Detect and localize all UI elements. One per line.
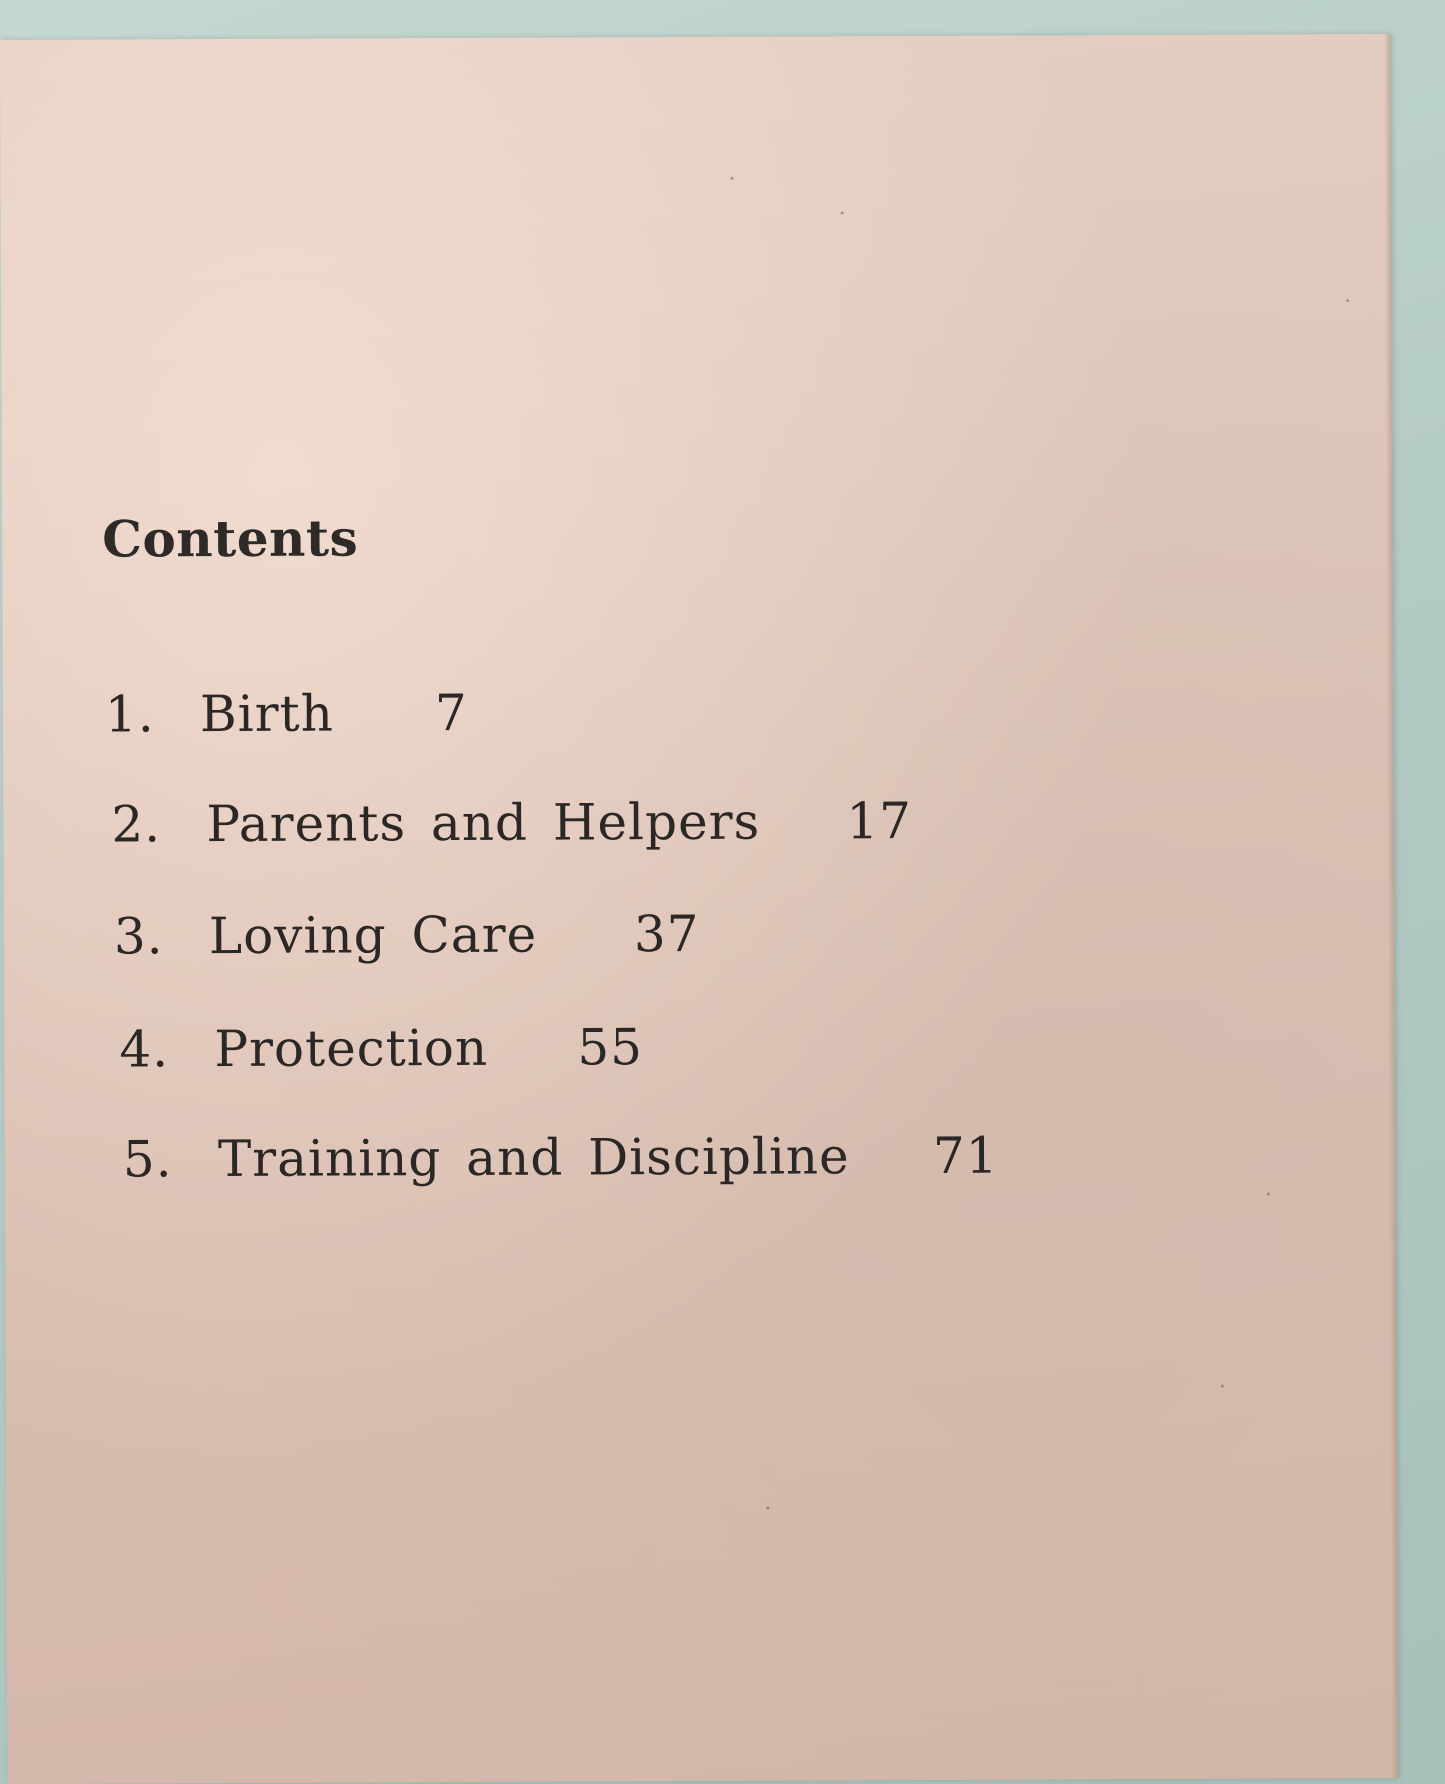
toc-entry-page: 7 (434, 683, 468, 743)
paper-speck (1267, 1192, 1270, 1195)
toc-entry-page: 55 (577, 1018, 644, 1077)
paper-speck (731, 177, 734, 180)
contents-heading: Contents (102, 508, 359, 569)
toc-entry-title: Loving Care (208, 905, 538, 966)
toc-entry-page: 17 (846, 792, 913, 851)
paper-speck (1346, 299, 1349, 302)
toc-entry-title: Parents and Helpers (206, 792, 761, 854)
toc-entry-number: 2. (111, 795, 162, 854)
toc-entry-title: Birth (199, 684, 335, 744)
toc-entry-page: 71 (932, 1126, 999, 1185)
toc-entry-number: 1. (104, 685, 155, 744)
toc-entry-number: 3. (113, 907, 164, 966)
toc-entry-number: 5. (122, 1130, 173, 1189)
paper-speck (1221, 1385, 1224, 1388)
book-page (0, 34, 1398, 1784)
toc-entry-title: Protection (214, 1018, 489, 1079)
toc-entry-title: Training and Discipline (217, 1127, 850, 1189)
toc-entry-page: 37 (633, 904, 700, 964)
paper-speck (766, 1507, 769, 1510)
paper-speck (841, 211, 844, 214)
toc-entry-number: 4. (119, 1020, 170, 1079)
